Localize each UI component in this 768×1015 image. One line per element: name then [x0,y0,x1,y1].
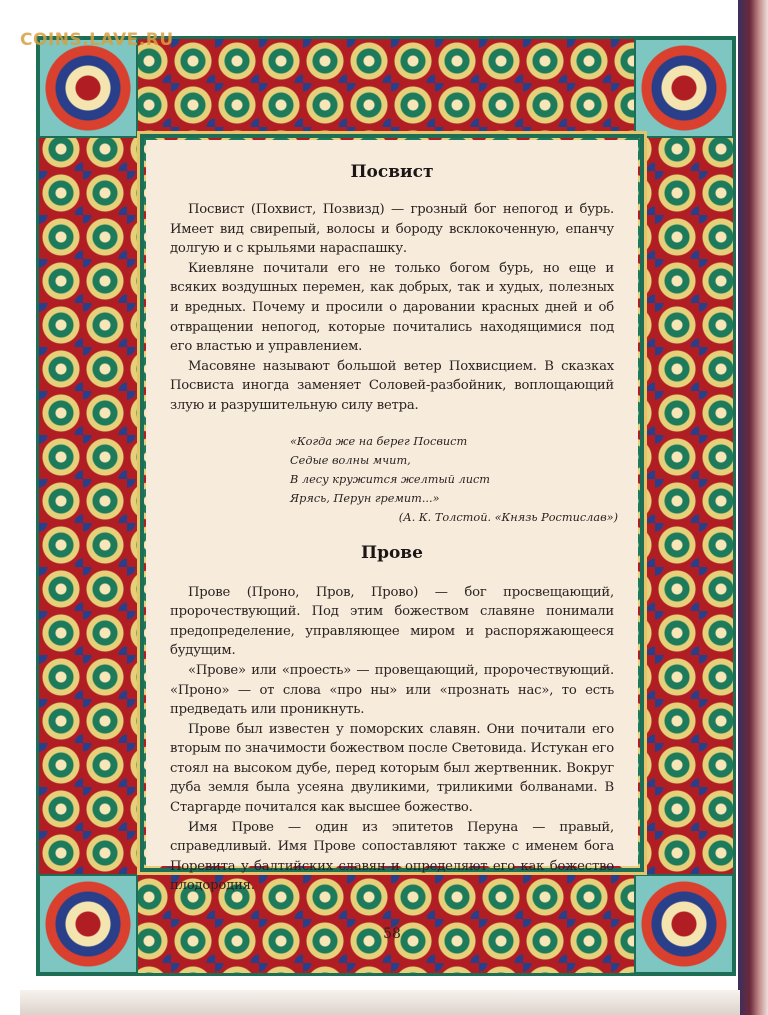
page-number: 58 [383,926,401,943]
text-panel [146,140,638,943]
section-title-prove: Прове [361,542,423,563]
poem-line: Ярясь, Перун гремит...» [290,491,440,505]
poem-line: «Когда же на берег Посвист [290,434,468,448]
poem-quote [290,432,618,527]
corner-ornament-top-right [634,38,734,138]
paragraph: «Прове» или «проесть» — провещающий, пророчествующий. «Проно» — от слова «про ны» или «прознать нас», то есть предведать или проникнуть. [170,662,614,718]
book-spine-edge [738,0,768,1015]
section-title-posvist: Посвист [350,162,434,182]
paragraph: Имя Прове — один из эпитетов Перуна — правый, справедливый. Имя Прове сопоставляют также с именем бога Поревита у балтийских славян и определяют его как божество плодородия. [170,819,614,894]
corner-ornament-bottom-right [634,874,734,974]
watermark: COINS.LAVE.RU [20,30,174,50]
paragraph: Прове был известен у поморских славян. Они почитали его вторым по значимости божеством после Световида. Истукан его стоял на высоком дубе, перед которым был жертвенник. Вокруг дуба земля была усеяна двуликими, триликими болванами. В Старгарде почитался как высшее божество. [170,721,614,816]
paragraph: Прове (Проно, Пров, Прово) — бог просвещающий, пророчествующий. Под этим божеством славяне понимали предопределение, управляющее миром и распоряжающееся будущим. [170,584,614,659]
poem-line: В лесу кружится желтый лист [290,472,491,486]
poem-attribution: (А. К. Толстой. «Князь Ростислав») [398,510,618,524]
page-bottom-edge [20,990,740,1015]
paragraph: Киевляне почитали его не только богом бурь, но еще и всяких воздушных перемен, как добрых, так и худых, полезных и вредных. Почему и просили о даровании красных дней и об отвращении непогод, которые почитались находящимися под его властью и управлением. [170,260,614,355]
corner-ornament-bottom-left [38,874,138,974]
paragraph: Посвист (Похвист, Позвизд) — грозный бог непогод и бурь. Имеет вид свирепый, волосы и бороду всклокоченную, епанчу долгую и с крыльями нараспашку. [170,202,614,257]
paragraph: Масовяне называют большой ветер Похвисцием. В сказках Посвиста иногда заменяет Соловей-разбойник, воплощающий злую и разрушительную силу ветра. [170,358,614,413]
corner-ornament-top-left [38,38,138,138]
poem-line: Седые волны мчит, [290,453,411,467]
